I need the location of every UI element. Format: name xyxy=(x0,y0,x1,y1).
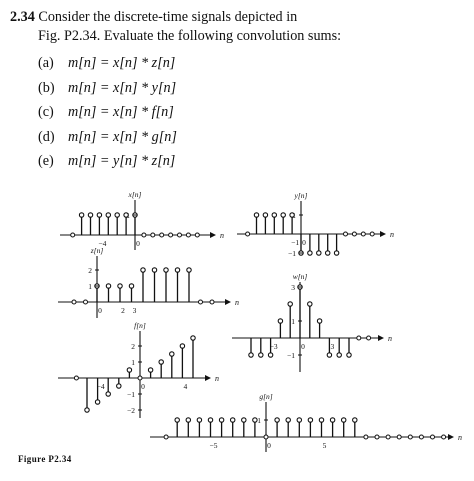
sample-marker xyxy=(259,353,263,357)
stem-plot-f xyxy=(58,321,219,418)
part-expression: m[n] = x[n] * f[n] xyxy=(68,104,174,120)
zero-sample xyxy=(419,435,423,439)
sample-marker xyxy=(187,268,191,272)
sample-marker xyxy=(106,392,110,396)
stem-plot-z xyxy=(58,246,239,318)
plot-title: y[n] xyxy=(294,191,308,200)
zero-sample xyxy=(375,435,379,439)
stem-plot-w xyxy=(232,272,392,372)
zero-sample xyxy=(72,300,76,304)
amplitude-label: −1 xyxy=(127,390,135,399)
zero-sample xyxy=(364,435,368,439)
sample-marker xyxy=(308,418,312,422)
plot-title: g[n] xyxy=(259,392,273,401)
amplitude-label: 1 xyxy=(88,282,92,291)
zero-sample xyxy=(386,435,390,439)
part-label: (e) xyxy=(38,153,54,169)
n-tick-label: −5 xyxy=(209,441,218,450)
n-axis-label: n xyxy=(390,230,394,239)
sample-marker xyxy=(117,384,121,388)
n-tick-label: 0 xyxy=(267,441,271,450)
sample-marker xyxy=(231,418,235,422)
sample-marker xyxy=(148,368,152,372)
sample-marker xyxy=(347,353,351,357)
zero-sample xyxy=(164,435,168,439)
sample-marker xyxy=(327,353,331,357)
sample-marker xyxy=(186,418,190,422)
zero-sample xyxy=(138,376,142,380)
axis-arrow xyxy=(380,231,386,237)
amplitude-label: −1 xyxy=(288,249,296,258)
n-tick-label: 0 xyxy=(136,239,140,248)
sample-marker xyxy=(317,251,321,255)
amplitude-label: −1 xyxy=(287,351,295,360)
sample-marker xyxy=(275,418,279,422)
zero-sample xyxy=(264,435,268,439)
part-expression: m[n] = x[n] * z[n] xyxy=(68,55,176,71)
n-tick-label: 0 xyxy=(98,306,102,315)
sample-marker xyxy=(115,213,119,217)
sample-marker xyxy=(164,268,168,272)
n-tick-label: 3 xyxy=(132,306,137,315)
zero-sample xyxy=(160,233,164,237)
sample-marker xyxy=(208,418,212,422)
zero-sample xyxy=(442,435,446,439)
axis-arrow xyxy=(378,335,384,341)
amplitude-label: 1 xyxy=(291,317,295,326)
sample-marker xyxy=(197,418,201,422)
sample-marker xyxy=(254,213,258,217)
n-axis-label: n xyxy=(235,298,239,307)
zero-sample xyxy=(142,233,146,237)
zero-sample xyxy=(74,376,78,380)
plot-title: f[n] xyxy=(134,321,146,330)
n-tick-label: −1 xyxy=(291,238,300,247)
part-expression: m[n] = x[n] * g[n] xyxy=(68,128,177,145)
zero-sample xyxy=(361,232,365,236)
problem-number: 2.34 xyxy=(10,9,35,25)
sample-marker xyxy=(106,213,110,217)
sample-marker xyxy=(342,418,346,422)
figure-caption: Figure P2.34 xyxy=(18,454,72,464)
n-tick-label: −4 xyxy=(96,382,105,391)
amplitude-label: 1 xyxy=(292,211,296,220)
plot-title: x[n] xyxy=(128,190,142,199)
part-label: (c) xyxy=(38,104,54,120)
sample-marker xyxy=(317,319,321,323)
problem-intro-line2: Fig. P2.34. Evaluate the following convolution sums: xyxy=(38,28,342,44)
sample-marker xyxy=(191,336,195,340)
zero-sample xyxy=(397,435,401,439)
zero-sample xyxy=(352,232,356,236)
n-tick-label: −4 xyxy=(98,239,107,248)
zero-sample xyxy=(195,233,199,237)
sample-marker xyxy=(308,251,312,255)
zero-sample xyxy=(84,300,88,304)
sample-marker xyxy=(85,408,89,412)
sample-marker xyxy=(278,319,282,323)
axis-arrow xyxy=(225,299,231,305)
axis-arrow xyxy=(448,434,454,440)
sample-marker xyxy=(180,344,184,348)
sample-marker xyxy=(175,418,179,422)
zero-sample xyxy=(210,300,214,304)
sample-marker xyxy=(219,418,223,422)
plot-title: w[n] xyxy=(292,272,308,281)
amplitude-label: 2 xyxy=(131,342,135,351)
sample-marker xyxy=(249,353,253,357)
n-tick-label: 0 xyxy=(302,238,306,247)
axis-arrow xyxy=(205,375,211,381)
zero-sample xyxy=(367,336,371,340)
n-tick-label: 2 xyxy=(121,306,125,315)
part-expression: m[n] = y[n] * z[n] xyxy=(68,153,176,169)
zero-sample xyxy=(186,233,190,237)
axis-arrow xyxy=(210,232,216,238)
sample-marker xyxy=(319,418,323,422)
sample-marker xyxy=(79,213,83,217)
sample-marker xyxy=(129,284,133,288)
amplitude-label: 1 xyxy=(257,416,261,425)
sample-marker xyxy=(175,268,179,272)
sample-marker xyxy=(281,213,285,217)
stem-plot-x xyxy=(60,190,224,250)
zero-sample xyxy=(178,233,182,237)
stem-plot-y xyxy=(237,191,394,258)
zero-sample xyxy=(431,435,435,439)
amplitude-label: −2 xyxy=(127,406,135,415)
amplitude-label: 2 xyxy=(88,266,92,275)
zero-sample xyxy=(199,300,203,304)
zero-sample xyxy=(169,233,173,237)
part-expression: m[n] = x[n] * y[n] xyxy=(68,79,177,96)
sample-marker xyxy=(152,268,156,272)
sample-marker xyxy=(242,418,246,422)
zero-sample xyxy=(408,435,412,439)
sample-marker xyxy=(288,302,292,306)
sample-marker xyxy=(297,418,301,422)
sample-marker xyxy=(286,418,290,422)
part-label: (a) xyxy=(38,55,54,71)
amplitude-label: 1 xyxy=(126,211,130,220)
sample-marker xyxy=(353,418,357,422)
sample-marker xyxy=(118,284,122,288)
sample-marker xyxy=(106,284,110,288)
sample-marker xyxy=(334,251,338,255)
zero-sample xyxy=(71,233,75,237)
sample-marker xyxy=(170,352,174,356)
sample-marker xyxy=(127,368,131,372)
n-tick-label: 5 xyxy=(322,441,327,450)
sample-marker xyxy=(97,213,101,217)
n-tick-label: −3 xyxy=(269,342,278,351)
sample-marker xyxy=(330,418,334,422)
n-axis-label: n xyxy=(458,433,462,442)
zero-sample xyxy=(246,232,250,236)
n-tick-label: 3 xyxy=(330,342,335,351)
zero-sample xyxy=(151,233,155,237)
n-tick-label: 0 xyxy=(301,342,305,351)
part-label: (b) xyxy=(38,79,55,96)
zero-sample xyxy=(344,232,348,236)
n-tick-label: 0 xyxy=(141,382,145,391)
stem-plot-g xyxy=(150,392,462,452)
n-axis-label: n xyxy=(388,334,392,343)
sample-marker xyxy=(263,213,267,217)
problem-intro-line1: Consider the discrete-time signals depicted in xyxy=(38,9,298,25)
n-axis-label: n xyxy=(215,374,219,383)
sample-marker xyxy=(141,268,145,272)
amplitude-label: 3 xyxy=(291,283,295,292)
part-label: (d) xyxy=(38,128,55,145)
sample-marker xyxy=(326,251,330,255)
sample-marker xyxy=(268,353,272,357)
sample-marker xyxy=(159,360,163,364)
sample-marker xyxy=(308,302,312,306)
zero-sample xyxy=(370,232,374,236)
amplitude-label: 1 xyxy=(131,358,135,367)
sample-marker xyxy=(337,353,341,357)
sample-marker xyxy=(88,213,92,217)
zero-sample xyxy=(357,336,361,340)
plot-title: z[n] xyxy=(90,246,104,255)
n-axis-label: n xyxy=(220,231,224,240)
sample-marker xyxy=(272,213,276,217)
sample-marker xyxy=(95,400,99,404)
n-tick-label: 4 xyxy=(183,382,188,391)
